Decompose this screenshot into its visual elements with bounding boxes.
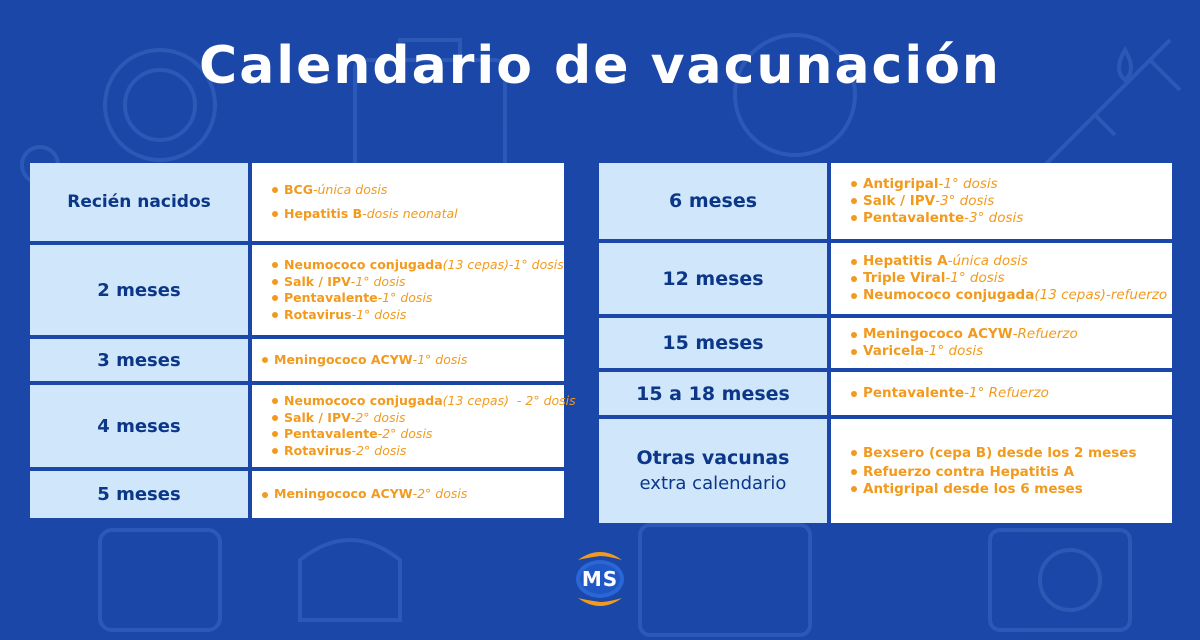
vaccine-separator: - [1012,326,1018,342]
vaccine-name: Neumococo conjugada [284,257,443,272]
bullet-dot-icon [851,349,857,355]
vaccine-cell [831,419,1172,523]
bullet-dot-icon [272,279,278,285]
vaccine-separator: - [938,175,944,192]
vaccine-dose: dosis neonatal [366,205,458,221]
age-cell [599,419,827,523]
vaccine-item [272,274,564,291]
table-row [30,245,564,335]
age-cell [30,245,248,335]
vaccine-dose: única dosis [317,182,388,197]
vaccine-separator: - [935,192,941,209]
vaccine-name: Rotavirus [284,306,352,322]
vaccine-dose: 1° dosis [513,257,564,272]
age-label: 6 meses [668,190,758,212]
age-cell [30,163,248,241]
vaccine-name: Meningococo ACYW [274,351,413,367]
vaccine-item [851,270,1172,287]
vaccine-item [272,410,564,427]
vaccine-separator: - [350,409,356,425]
bullet-dot-icon [851,469,857,475]
vaccine-cell [252,471,564,518]
vaccine-note: (13 cepas) [1034,287,1106,303]
vaccine-dose: 2° dosis [382,426,433,441]
vaccine-name: Hepatitis B [284,205,363,221]
vaccine-note: (13 cepas) [442,257,509,272]
vaccine-name: Refuerzo contra Hepatitis A [863,463,1075,480]
vaccine-cell [252,339,564,381]
vaccine-dose: 1° dosis [382,290,433,305]
bullet-dot-icon [272,187,278,193]
vaccine-separator: - [964,209,970,226]
bullet-dot-icon [272,211,278,217]
age-cell [599,372,827,415]
vaccine-name: Salk / IPV [284,273,351,289]
vaccine-cell [831,318,1172,368]
vaccine-item [851,287,1172,304]
age-cell [599,243,827,314]
vaccine-item [272,206,564,223]
vaccine-name: Meningococo ACYW [274,486,413,502]
bullet-dot-icon [851,259,857,265]
vaccine-cell [831,163,1172,239]
vaccine-separator: - [964,385,970,401]
vaccine-item [272,307,564,324]
vaccine-item [272,290,564,307]
vaccine-separator: - [508,257,514,272]
vaccine-dose: 2° dosis [525,393,576,408]
age-cell [599,163,827,239]
bullet-dot-icon [851,215,857,221]
vaccine-item [851,464,1172,481]
vaccine-separator: - [412,351,418,367]
vaccine-cell [252,385,576,467]
vaccine-note: (13 cepas) [442,393,509,408]
vaccine-name: Triple Viral [863,270,946,286]
table-row [599,243,1172,314]
bullet-dot-icon [272,431,278,437]
table-row [30,163,564,241]
vaccine-item [262,352,564,369]
vaccine-item [851,193,1172,210]
age-label: 4 meses [97,415,181,437]
bullet-dot-icon [272,398,278,404]
bullet-dot-icon [272,415,278,421]
vaccine-item [272,182,564,199]
vaccine-cell [831,372,1172,415]
age-label: 2 meses [97,279,181,301]
vaccine-name: Bexsero (cepa B) desde los 2 meses [863,444,1137,461]
bullet-dot-icon [851,181,857,187]
vaccine-item [851,481,1172,498]
vaccine-separator: - [351,306,357,322]
vaccine-dose: 1° dosis [928,343,984,359]
vaccine-dose: 1° dosis [355,273,406,289]
vaccine-item [851,210,1172,227]
vaccine-name: Salk / IPV [863,192,936,209]
vaccine-separator: - [1105,287,1111,303]
vaccine-name: Meningococo ACYW [863,326,1013,342]
vaccine-name: Salk / IPV [284,409,351,425]
vaccine-name: Hepatitis A [863,253,948,269]
vaccine-name: Pentavalente [863,385,965,401]
vaccine-separator: - [945,270,951,286]
vaccination-table-left [30,163,576,518]
vaccine-name: Pentavalente [863,209,965,226]
page-title: Calendario de vacunación [199,36,1001,96]
vaccine-name: Antigripal [863,175,939,192]
bullet-dot-icon [851,391,857,397]
vaccine-dose: 2° dosis [417,486,468,502]
vaccine-item [262,486,564,503]
vaccine-separator: - [924,343,929,359]
vaccine-item [851,385,1172,402]
vaccine-separator: - [350,273,356,289]
vaccine-item [272,443,564,460]
vaccine-dose: 1° dosis [943,175,998,192]
vaccine-separator: - [312,182,318,197]
vaccine-name: Pentavalente [284,426,378,441]
vaccine-name: Antigripal desde los 6 meses [863,480,1083,497]
table-row [30,471,564,518]
vaccine-item [851,253,1172,270]
vaccine-dose: 1° dosis [950,270,1005,286]
age-label: 3 meses [97,349,181,371]
bullet-dot-icon [262,492,268,498]
vaccine-dose: 1° dosis [417,351,468,367]
age-label: 15 a 18 meses [636,382,790,405]
brand-logo [568,550,632,608]
age-cell [30,339,248,381]
bullet-dot-icon [272,448,278,454]
table-row [599,163,1172,239]
age-label: 5 meses [97,484,181,505]
bullet-dot-icon [851,332,857,338]
table-row [30,385,576,467]
age-label: 15 meses [662,332,764,354]
vaccine-item [272,426,564,443]
vaccine-name: Pentavalente [284,290,378,305]
vaccine-separator: - [412,486,418,502]
bullet-dot-icon [851,293,857,299]
table-row [599,419,1172,523]
vaccine-dose: 3° dosis [969,209,1024,226]
vaccine-dose: 2° dosis [356,442,407,458]
bullet-dot-icon [272,312,278,318]
vaccine-name: Neumococo conjugada [863,287,1035,303]
vaccine-dose: 3° dosis [940,192,995,209]
vaccine-name: Varicela [863,343,925,359]
vaccine-dose: 1° Refuerzo [969,385,1049,401]
vaccine-cell [831,243,1172,314]
table-row [599,318,1172,368]
vaccine-separator: - [351,442,357,458]
bullet-dot-icon [272,262,278,268]
vaccination-table-right [599,163,1172,523]
age-cell [599,318,827,368]
vaccine-dose: refuerzo [1110,287,1168,303]
logo-text: MS [581,567,619,591]
vaccine-item [851,445,1172,462]
vaccine-cell [252,245,564,335]
bullet-dot-icon [851,486,857,492]
age-label: Otras vacunas [636,447,790,469]
vaccine-item [272,257,564,274]
vaccine-item [851,343,1172,360]
age-cell [30,385,248,467]
vaccine-cell [252,163,564,241]
vaccine-separator: - [362,205,367,221]
vaccine-separator: - [377,290,383,305]
age-label: 12 meses [662,267,764,290]
table-row [30,339,564,381]
vaccine-name: Neumococo conjugada [284,393,443,408]
vaccine-dose: 1° dosis [356,306,407,322]
vaccine-dose: única dosis [952,253,1028,269]
vaccine-dose: 2° dosis [355,409,406,425]
bullet-dot-icon [851,450,857,456]
vaccine-name: BCG [284,182,313,197]
vaccine-item [851,176,1172,193]
vaccine-separator: - [377,426,383,441]
table-row [599,372,1172,415]
vaccine-item [272,393,576,410]
age-label: Recién nacidos [67,192,211,212]
bullet-dot-icon [262,357,268,363]
age-cell [30,471,248,518]
vaccine-name: Rotavirus [284,442,352,458]
bullet-dot-icon [851,276,857,282]
vaccine-separator: - [947,253,953,269]
vaccine-dose: Refuerzo [1017,326,1078,342]
vaccine-item [851,326,1172,343]
bullet-dot-icon [851,198,857,204]
age-sublabel: extra calendario [639,473,787,494]
vaccine-separator: - [508,393,526,408]
bullet-dot-icon [272,295,278,301]
